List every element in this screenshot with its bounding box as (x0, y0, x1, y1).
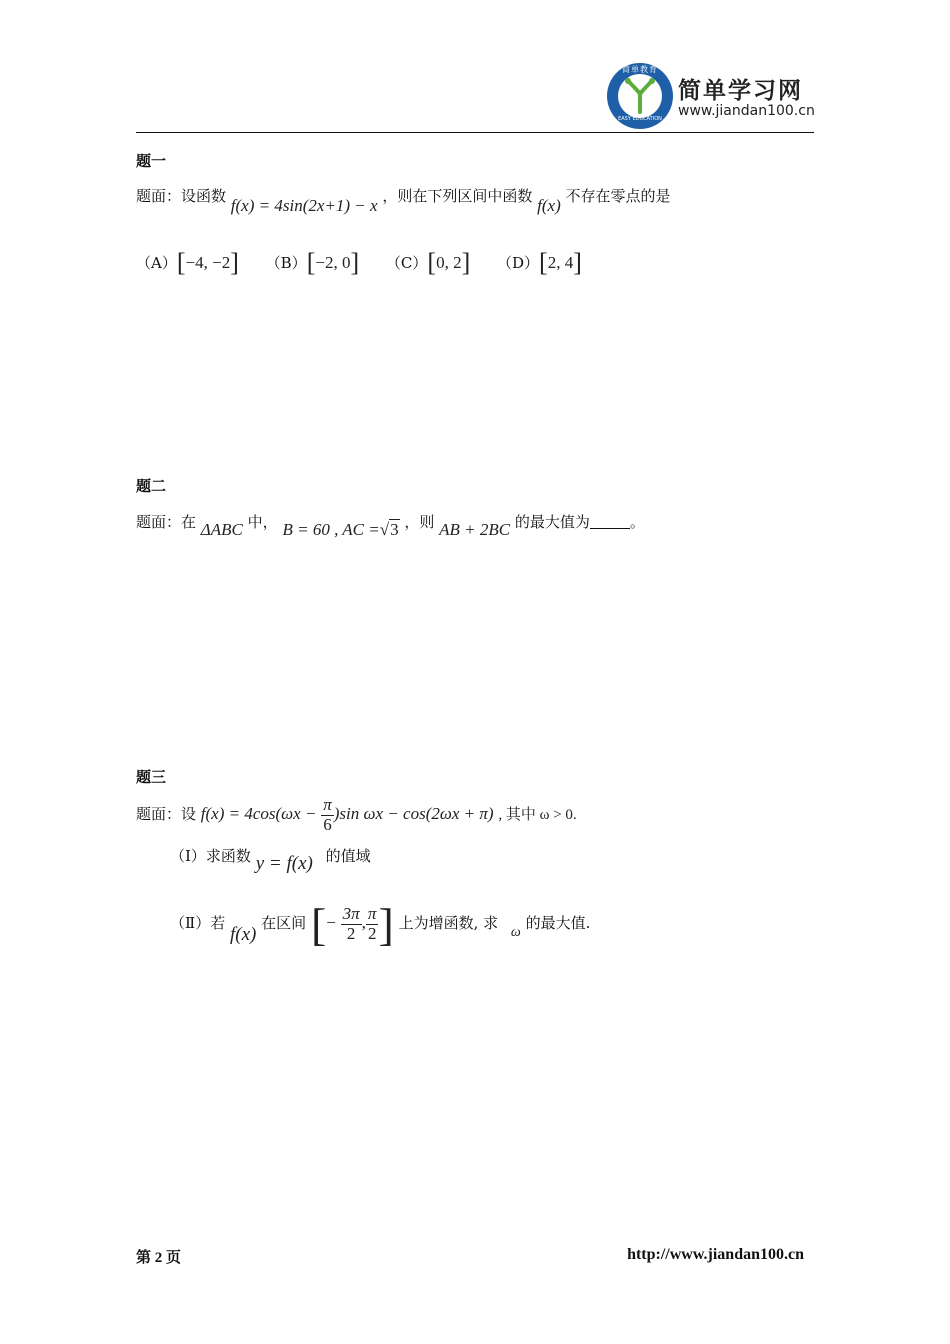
q1-stem (136, 185, 671, 215)
brand-name: 简单学习网 (678, 78, 803, 104)
q1-function: f(x) = 4sin(2x+1) − x (230, 196, 378, 215)
q1-prefix: 题面：设函数 (136, 187, 227, 205)
q1-option-a: （A）[−4, −2] (136, 248, 239, 277)
q3-interval-left-bracket: [ (310, 899, 327, 950)
q3-heading: 题三 (136, 768, 167, 786)
q3-part2-function: f(x) (229, 924, 257, 945)
q2-sqrt: √3 (379, 520, 399, 539)
q3-part2-label: （Ⅱ）若 (170, 914, 226, 932)
q2-mid1: 中， (247, 513, 278, 531)
q2-answer-blank (590, 512, 630, 529)
logo-seal-ring-text: EASY EDUCATION (618, 116, 662, 122)
q3-prefix: 题面：设 (136, 805, 197, 824)
q3-part1-label: （Ⅰ）求函数 (170, 847, 251, 865)
q2-heading: 题二 (136, 477, 167, 495)
q1-options (136, 248, 582, 278)
q2-mid2: ，则 (404, 513, 435, 531)
q2-suffix: 的最大值为 (514, 513, 590, 531)
q3-omega: ω (510, 925, 521, 940)
q3-part1 (170, 845, 371, 874)
q3-condition: , 其中 ω > 0. (498, 807, 577, 824)
q3-function-lhs: f(x) = 4cos(ωx − (200, 804, 317, 824)
q2-expression: AB + 2BC (439, 520, 511, 539)
q1-option-b: （B）[−2, 0] (265, 248, 360, 277)
q3-part1-suffix: 的值域 (325, 847, 371, 865)
logo-seal-text: 简单教育 (622, 65, 658, 74)
q2-condition: B = 60 , AC = (282, 520, 380, 539)
q1-mid: ，则在下列区间中函数 (382, 187, 533, 205)
q1-function-2: f(x) (537, 196, 561, 215)
q3-fraction-pi-2: $\frac{\pi}{2}$ (367, 903, 377, 943)
q1-option-c: （C）[0, 2] (385, 248, 471, 277)
q2-triangle: ΔABC (200, 520, 243, 539)
q3-part2-suffix: 上为增函数, 求 (398, 914, 499, 932)
q3-part1-function: y = f(x) (255, 853, 313, 874)
brand-url: www.jiandan100.cn (678, 103, 815, 119)
footer-page-number: 第 2 页 (136, 1250, 182, 1266)
q3-function-rhs: )sin ωx − cos(2ωx + π) (333, 804, 494, 824)
q3-part2: （Ⅱ）若 f(x) 在区间 [− $\frac{3\pi}{2}$ , $\frac{\pi}{2}$ ] 上为增函数, 求 ω 的最大值. (170, 899, 591, 950)
q1-heading: 题一 (136, 152, 167, 170)
q1-option-d: （D）[2, 4] (497, 248, 582, 277)
q2-stem: 题面：在 ΔABC 中， B = 60 , AC =√3 ，则 AB + 2BC 的最大值为 。 (136, 513, 645, 539)
q3-stem (136, 796, 577, 834)
footer-url: http://www.jiandan100.cn (627, 1246, 804, 1263)
q3-fraction-pi-6: $\frac{\pi}{6}$ (323, 795, 332, 834)
q3-fraction-3pi-2: $\frac{3\pi}{2}$ (342, 903, 360, 943)
q3-part2-end: 的最大值. (525, 914, 591, 932)
q2-prefix: 题面：在 (136, 513, 197, 531)
header-rule (136, 132, 814, 133)
q1-suffix: 不存在零点的是 (565, 187, 671, 205)
q3-interval-right-bracket: ] (378, 899, 394, 950)
q3-part2-mid: 在区间 (261, 914, 307, 932)
